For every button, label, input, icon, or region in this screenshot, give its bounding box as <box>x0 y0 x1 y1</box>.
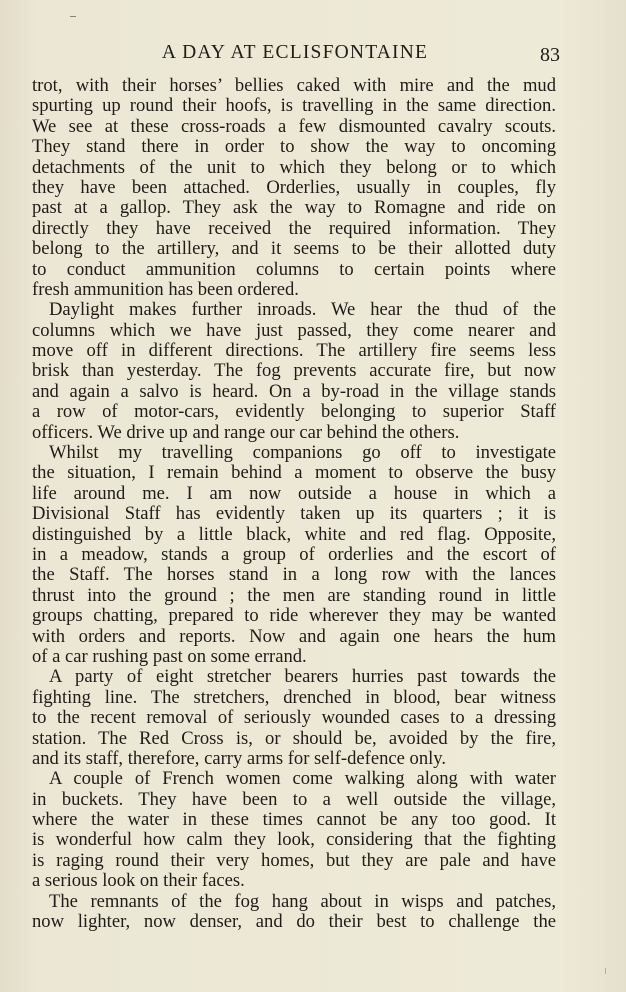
text-line: Whilst my travelling companions go off to investigate <box>49 443 556 464</box>
page-header <box>32 38 558 68</box>
text-line: past at a gallop. They ask the way to Romagne and ride on <box>32 198 556 219</box>
text-line: they have been attached. Orderlies, usually in couples, fly <box>32 177 556 198</box>
text-line: and its staff, therefore, carry arms for self-defence only. <box>32 748 447 769</box>
text-line: life around me. I am now outside a house in which a <box>32 483 556 504</box>
text-line: We see at these cross-roads a few dismounted cavalry scouts. <box>32 116 556 137</box>
text-line: They stand there in order to show the way to oncoming <box>32 137 556 158</box>
text-line: trot, with their horses’ bellies caked with mire and the mud <box>32 76 556 96</box>
text-line: brisk than yesterday. The fog prevents accurate fire, but now <box>32 361 556 382</box>
text-line: now lighter, now denser, and do their best to challenge the <box>32 912 556 933</box>
text-line: Divisional Staff has evidently taken up its quarters ; it is <box>32 504 556 525</box>
text-line: with orders and reports. Now and again one hears the hum <box>32 626 556 647</box>
text-line: distinguished by a little black, white and red flag. Opposite, <box>32 524 556 545</box>
text-line: The remnants of the fog hang about in wisps and patches, <box>49 891 556 912</box>
text-line: detachments of the unit to which they belong or to which <box>32 157 556 178</box>
text-line: move off in different directions. The artillery fire seems less <box>32 341 556 362</box>
text-line: in a meadow, stands a group of orderlies and the escort of <box>32 544 556 565</box>
text-line: Daylight makes further inroads. We hear the thud of the <box>49 300 556 321</box>
body-text <box>32 76 556 932</box>
text-line: fresh ammunition has been ordered. <box>32 279 299 300</box>
text-line: columns which we have just passed, they come nearer and <box>32 320 556 341</box>
text-line: officers. We drive up and range our car behind the others. <box>32 422 460 443</box>
text-line: thrust into the ground ; the men are standing round in little <box>32 585 556 606</box>
text-line: A couple of French women come walking along with water <box>49 769 556 790</box>
text-line: station. The Red Cross is, or should be, avoided by the fire, <box>32 728 556 749</box>
text-line: the Staff. The horses stand in a long row with the lances <box>32 565 556 586</box>
page-blemish <box>70 16 76 17</box>
text-line: the situation, I remain behind a moment to observe the busy <box>32 463 556 484</box>
text-line: is raging round their very homes, but they are pale and have <box>32 850 556 871</box>
text-line: fighting line. The stretchers, drenched in blood, bear witness <box>32 687 556 708</box>
text-line: belong to the artillery, and it seems to be their allotted duty <box>32 239 556 260</box>
text-line: of a car rushing past on some errand. <box>32 646 307 667</box>
page-blemish <box>605 968 606 974</box>
running-title: A DAY AT ECLISFONTAINE <box>161 42 429 63</box>
text-line: where the water in these times cannot be any too good. It <box>32 810 556 831</box>
text-line: is wonderful how calm they look, considering that the fighting <box>32 830 556 851</box>
text-line: to the recent removal of seriously wounded cases to a dressing <box>32 708 556 729</box>
text-line: and again a salvo is heard. On a by-road in the village stands <box>32 381 556 402</box>
page-number: 83 <box>540 44 560 66</box>
text-line: in buckets. They have been to a well outside the village, <box>32 789 556 810</box>
text-line: a serious look on their faces. <box>32 871 245 892</box>
text-line: groups chatting, prepared to ride wherever they may be wanted <box>32 606 556 627</box>
text-line: a row of motor-cars, evidently belonging to superior Staff <box>32 402 556 423</box>
text-line: directly they have received the required information. They <box>32 218 556 239</box>
text-line: spurting up round their hoofs, is travelling in the same direction. <box>32 96 556 117</box>
text-line: A party of eight stretcher bearers hurries past towards the <box>49 667 556 688</box>
text-line: to conduct ammunition columns to certain points where <box>32 259 556 280</box>
